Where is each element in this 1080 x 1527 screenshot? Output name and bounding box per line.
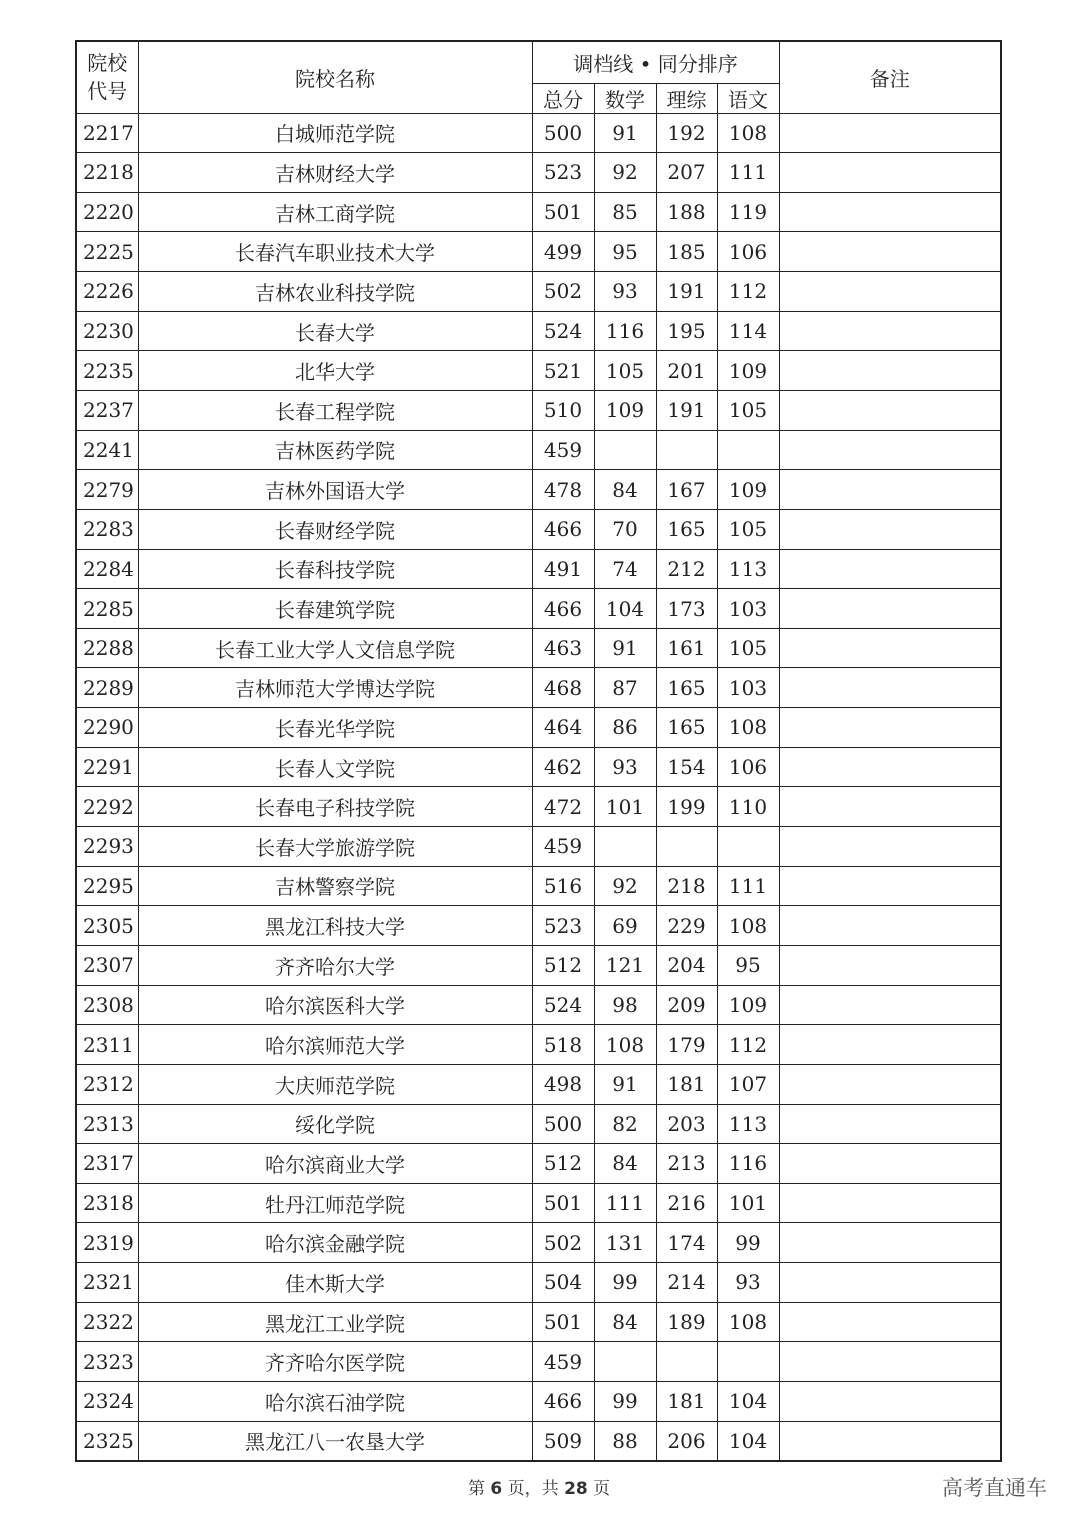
cell-code: 2226	[76, 272, 138, 312]
cell-code: 2237	[76, 390, 138, 430]
cell-science: 165	[656, 708, 717, 748]
cell-name: 哈尔滨金融学院	[138, 1223, 532, 1263]
cell-remarks	[779, 1064, 1001, 1104]
cell-chinese: 95	[717, 945, 779, 985]
table-row	[76, 1382, 1001, 1422]
cell-name: 吉林财经大学	[138, 153, 532, 193]
cell-name: 吉林医药学院	[138, 430, 532, 470]
table-row	[76, 113, 1001, 153]
table-row	[76, 153, 1001, 193]
cell-remarks	[779, 113, 1001, 153]
cell-name: 黑龙江工业学院	[138, 1302, 532, 1342]
table-row	[76, 747, 1001, 787]
cell-name: 哈尔滨师范大学	[138, 1025, 532, 1065]
cell-name: 牡丹江师范学院	[138, 1183, 532, 1223]
cell-code: 2291	[76, 747, 138, 787]
cell-remarks	[779, 1342, 1001, 1382]
cell-chinese: 108	[717, 1302, 779, 1342]
cell-name: 哈尔滨石油学院	[138, 1382, 532, 1422]
cell-chinese	[717, 430, 779, 470]
cell-name: 白城师范学院	[138, 113, 532, 153]
cell-code: 2313	[76, 1104, 138, 1144]
cell-code: 2321	[76, 1263, 138, 1303]
cell-remarks	[779, 906, 1001, 946]
cell-science	[656, 1342, 717, 1382]
cell-code: 2305	[76, 906, 138, 946]
cell-science: 174	[656, 1223, 717, 1263]
cell-remarks	[779, 1104, 1001, 1144]
cell-chinese: 107	[717, 1064, 779, 1104]
cell-remarks	[779, 668, 1001, 708]
cell-code: 2324	[76, 1382, 138, 1422]
cell-code: 2293	[76, 827, 138, 867]
cell-total: 504	[532, 1263, 594, 1303]
cell-math: 88	[594, 1421, 656, 1461]
cell-chinese: 109	[717, 985, 779, 1025]
cell-total: 524	[532, 985, 594, 1025]
table-row	[76, 1421, 1001, 1461]
cell-math: 91	[594, 1064, 656, 1104]
cell-science: 213	[656, 1144, 717, 1184]
cell-remarks	[779, 985, 1001, 1025]
header-chinese: 语文	[717, 83, 779, 113]
cell-total: 459	[532, 827, 594, 867]
cell-math: 116	[594, 311, 656, 351]
cell-remarks	[779, 1144, 1001, 1184]
cell-science: 195	[656, 311, 717, 351]
cell-math: 84	[594, 470, 656, 510]
cell-science: 179	[656, 1025, 717, 1065]
cell-science: 216	[656, 1183, 717, 1223]
cell-math: 104	[594, 589, 656, 629]
cell-remarks	[779, 628, 1001, 668]
cell-math: 84	[594, 1144, 656, 1184]
cell-total: 459	[532, 1342, 594, 1382]
header-math: 数学	[594, 83, 656, 113]
cell-math	[594, 1342, 656, 1382]
table-row	[76, 628, 1001, 668]
cell-code: 2284	[76, 549, 138, 589]
cell-chinese: 119	[717, 192, 779, 232]
cell-code: 2288	[76, 628, 138, 668]
cell-name: 黑龙江科技大学	[138, 906, 532, 946]
table-row	[76, 668, 1001, 708]
cell-math: 131	[594, 1223, 656, 1263]
cell-name: 长春工业大学人文信息学院	[138, 628, 532, 668]
cell-total: 516	[532, 866, 594, 906]
cell-math: 93	[594, 747, 656, 787]
cell-chinese: 108	[717, 708, 779, 748]
cell-math: 99	[594, 1382, 656, 1422]
cell-name: 吉林警察学院	[138, 866, 532, 906]
cell-remarks	[779, 1263, 1001, 1303]
header-total: 总分	[532, 83, 594, 113]
cell-math: 74	[594, 549, 656, 589]
table-row	[76, 985, 1001, 1025]
cell-remarks	[779, 787, 1001, 827]
cell-code: 2311	[76, 1025, 138, 1065]
cell-name: 吉林外国语大学	[138, 470, 532, 510]
table-body	[76, 113, 1001, 1461]
cell-science: 181	[656, 1382, 717, 1422]
cell-science: 201	[656, 351, 717, 391]
table-row	[76, 866, 1001, 906]
cell-total: 498	[532, 1064, 594, 1104]
cell-name: 长春大学	[138, 311, 532, 351]
cell-code: 2225	[76, 232, 138, 272]
cell-total: 500	[532, 1104, 594, 1144]
cell-total: 524	[532, 311, 594, 351]
cell-chinese: 113	[717, 1104, 779, 1144]
cell-chinese: 111	[717, 866, 779, 906]
cell-science: 185	[656, 232, 717, 272]
cell-science: 212	[656, 549, 717, 589]
cell-chinese: 116	[717, 1144, 779, 1184]
cell-science: 154	[656, 747, 717, 787]
cell-code: 2323	[76, 1342, 138, 1382]
cell-remarks	[779, 311, 1001, 351]
cell-chinese: 105	[717, 390, 779, 430]
cell-science	[656, 430, 717, 470]
cell-remarks	[779, 192, 1001, 232]
table-row	[76, 1144, 1001, 1184]
cell-total: 466	[532, 509, 594, 549]
cell-chinese: 108	[717, 113, 779, 153]
table-row	[76, 1104, 1001, 1144]
cell-chinese: 105	[717, 628, 779, 668]
cell-chinese	[717, 827, 779, 867]
footer-post: 页	[593, 1479, 611, 1499]
cell-name: 齐齐哈尔大学	[138, 945, 532, 985]
cell-total: 512	[532, 945, 594, 985]
cell-remarks	[779, 866, 1001, 906]
cell-chinese: 108	[717, 906, 779, 946]
cell-chinese: 103	[717, 589, 779, 629]
cell-code: 2218	[76, 153, 138, 193]
cell-total: 521	[532, 351, 594, 391]
cell-code: 2319	[76, 1223, 138, 1263]
cell-science: 165	[656, 668, 717, 708]
cell-math: 70	[594, 509, 656, 549]
table-row	[76, 192, 1001, 232]
cell-total: 462	[532, 747, 594, 787]
cell-total: 510	[532, 390, 594, 430]
cell-total: 509	[532, 1421, 594, 1461]
table-row	[76, 827, 1001, 867]
cell-total: 523	[532, 153, 594, 193]
cell-total: 501	[532, 1302, 594, 1342]
cell-total: 468	[532, 668, 594, 708]
cell-name: 哈尔滨医科大学	[138, 985, 532, 1025]
cell-math: 85	[594, 192, 656, 232]
cell-total: 500	[532, 113, 594, 153]
cell-total: 491	[532, 549, 594, 589]
cell-math: 98	[594, 985, 656, 1025]
cell-name: 哈尔滨商业大学	[138, 1144, 532, 1184]
cell-chinese	[717, 1342, 779, 1382]
cell-remarks	[779, 509, 1001, 549]
cell-code: 2295	[76, 866, 138, 906]
table-row	[76, 430, 1001, 470]
cell-total: 464	[532, 708, 594, 748]
cell-chinese: 111	[717, 153, 779, 193]
table-row	[76, 906, 1001, 946]
cell-science	[656, 827, 717, 867]
cell-code: 2241	[76, 430, 138, 470]
cell-total: 502	[532, 1223, 594, 1263]
cell-code: 2235	[76, 351, 138, 391]
cell-chinese: 99	[717, 1223, 779, 1263]
cell-name: 长春科技学院	[138, 549, 532, 589]
cell-total: 501	[532, 1183, 594, 1223]
cell-total: 501	[532, 192, 594, 232]
cell-science: 161	[656, 628, 717, 668]
cell-remarks	[779, 1025, 1001, 1065]
cell-name: 黑龙江八一农垦大学	[138, 1421, 532, 1461]
cell-science: 192	[656, 113, 717, 153]
cell-math	[594, 827, 656, 867]
table-row	[76, 1025, 1001, 1065]
cell-math: 121	[594, 945, 656, 985]
cell-name: 长春工程学院	[138, 390, 532, 430]
cell-name: 大庆师范学院	[138, 1064, 532, 1104]
cell-name: 北华大学	[138, 351, 532, 391]
cell-chinese: 104	[717, 1421, 779, 1461]
cell-remarks	[779, 232, 1001, 272]
cell-name: 齐齐哈尔医学院	[138, 1342, 532, 1382]
cell-total: 478	[532, 470, 594, 510]
header-remarks: 备注	[779, 41, 1001, 113]
table-row	[76, 1263, 1001, 1303]
cell-remarks	[779, 272, 1001, 312]
cell-math	[594, 430, 656, 470]
cell-chinese: 114	[717, 311, 779, 351]
table-row	[76, 1183, 1001, 1223]
cell-math: 87	[594, 668, 656, 708]
cell-science: 191	[656, 390, 717, 430]
cell-science: 167	[656, 470, 717, 510]
cell-chinese: 101	[717, 1183, 779, 1223]
cell-code: 2322	[76, 1302, 138, 1342]
table-row	[76, 470, 1001, 510]
cell-code: 2317	[76, 1144, 138, 1184]
cell-chinese: 113	[717, 549, 779, 589]
cell-code: 2307	[76, 945, 138, 985]
cell-remarks	[779, 1183, 1001, 1223]
cell-name: 长春光华学院	[138, 708, 532, 748]
cell-science: 218	[656, 866, 717, 906]
cell-remarks	[779, 470, 1001, 510]
table-row	[76, 1064, 1001, 1104]
cell-name: 长春大学旅游学院	[138, 827, 532, 867]
cell-math: 86	[594, 708, 656, 748]
table-row	[76, 1342, 1001, 1382]
cell-name: 长春建筑学院	[138, 589, 532, 629]
footer-mid: 页，共	[507, 1479, 559, 1499]
table-row	[76, 272, 1001, 312]
table-row	[76, 232, 1001, 272]
cell-math: 82	[594, 1104, 656, 1144]
brand-label: 高考直通车	[942, 1476, 1047, 1500]
cell-chinese: 109	[717, 351, 779, 391]
cell-name: 吉林工商学院	[138, 192, 532, 232]
cell-code: 2283	[76, 509, 138, 549]
cell-code: 2289	[76, 668, 138, 708]
cell-math: 109	[594, 390, 656, 430]
header-name: 院校名称	[138, 41, 532, 113]
cell-chinese: 106	[717, 232, 779, 272]
cell-chinese: 103	[717, 668, 779, 708]
cell-remarks	[779, 390, 1001, 430]
header-group: 调档线 • 同分排序	[532, 41, 779, 83]
cell-science: 199	[656, 787, 717, 827]
cell-math: 91	[594, 628, 656, 668]
cell-chinese: 112	[717, 272, 779, 312]
cell-remarks	[779, 351, 1001, 391]
table-row	[76, 351, 1001, 391]
cell-chinese: 112	[717, 1025, 779, 1065]
cell-code: 2217	[76, 113, 138, 153]
cell-code: 2292	[76, 787, 138, 827]
cell-chinese: 93	[717, 1263, 779, 1303]
cell-remarks	[779, 430, 1001, 470]
page-footer	[468, 1474, 610, 1499]
table-row	[76, 1223, 1001, 1263]
cell-math: 84	[594, 1302, 656, 1342]
cell-remarks	[779, 827, 1001, 867]
cell-total: 502	[532, 272, 594, 312]
footer-total: 28	[564, 1479, 588, 1499]
cell-chinese: 110	[717, 787, 779, 827]
cell-name: 长春电子科技学院	[138, 787, 532, 827]
cell-math: 91	[594, 113, 656, 153]
cell-code: 2285	[76, 589, 138, 629]
cell-total: 512	[532, 1144, 594, 1184]
table-row	[76, 708, 1001, 748]
cell-science: 188	[656, 192, 717, 232]
cell-math: 105	[594, 351, 656, 391]
cell-chinese: 105	[717, 509, 779, 549]
cell-total: 523	[532, 906, 594, 946]
cell-total: 466	[532, 589, 594, 629]
cell-remarks	[779, 549, 1001, 589]
cell-code: 2290	[76, 708, 138, 748]
cell-total: 518	[532, 1025, 594, 1065]
cell-science: 207	[656, 153, 717, 193]
cell-remarks	[779, 1223, 1001, 1263]
cell-remarks	[779, 945, 1001, 985]
cell-name: 佳木斯大学	[138, 1263, 532, 1303]
cell-math: 101	[594, 787, 656, 827]
cell-remarks	[779, 708, 1001, 748]
cell-science: 214	[656, 1263, 717, 1303]
footer-pre: 第	[468, 1479, 485, 1499]
cell-name: 吉林农业科技学院	[138, 272, 532, 312]
cell-total: 472	[532, 787, 594, 827]
cell-code: 2220	[76, 192, 138, 232]
cell-math: 95	[594, 232, 656, 272]
header-code: 院校 代号	[76, 41, 138, 113]
cell-science: 204	[656, 945, 717, 985]
table-row	[76, 509, 1001, 549]
cell-code: 2308	[76, 985, 138, 1025]
cell-science: 203	[656, 1104, 717, 1144]
header-science: 理综	[656, 83, 717, 113]
cell-math: 92	[594, 866, 656, 906]
table-row	[76, 589, 1001, 629]
cell-remarks	[779, 1421, 1001, 1461]
cell-remarks	[779, 747, 1001, 787]
cell-chinese: 109	[717, 470, 779, 510]
cell-total: 459	[532, 430, 594, 470]
cell-code: 2312	[76, 1064, 138, 1104]
cell-math: 93	[594, 272, 656, 312]
admission-score-table	[75, 40, 1002, 1462]
cell-name: 长春财经学院	[138, 509, 532, 549]
cell-remarks	[779, 1382, 1001, 1422]
table-row	[76, 311, 1001, 351]
cell-total: 499	[532, 232, 594, 272]
cell-name: 长春人文学院	[138, 747, 532, 787]
cell-math: 69	[594, 906, 656, 946]
cell-code: 2279	[76, 470, 138, 510]
cell-code: 2325	[76, 1421, 138, 1461]
cell-science: 189	[656, 1302, 717, 1342]
cell-math: 92	[594, 153, 656, 193]
table-row	[76, 945, 1001, 985]
cell-science: 165	[656, 509, 717, 549]
cell-remarks	[779, 153, 1001, 193]
table-row	[76, 787, 1001, 827]
cell-name: 吉林师范大学博达学院	[138, 668, 532, 708]
cell-chinese: 106	[717, 747, 779, 787]
cell-math: 99	[594, 1263, 656, 1303]
table-row	[76, 1302, 1001, 1342]
table-row	[76, 390, 1001, 430]
table-row	[76, 549, 1001, 589]
cell-science: 173	[656, 589, 717, 629]
cell-math: 108	[594, 1025, 656, 1065]
cell-name: 绥化学院	[138, 1104, 532, 1144]
cell-math: 111	[594, 1183, 656, 1223]
cell-code: 2230	[76, 311, 138, 351]
cell-remarks	[779, 589, 1001, 629]
cell-science: 209	[656, 985, 717, 1025]
cell-code: 2318	[76, 1183, 138, 1223]
cell-total: 466	[532, 1382, 594, 1422]
cell-science: 206	[656, 1421, 717, 1461]
footer-page: 6	[490, 1479, 503, 1499]
cell-total: 463	[532, 628, 594, 668]
cell-name: 长春汽车职业技术大学	[138, 232, 532, 272]
cell-chinese: 104	[717, 1382, 779, 1422]
cell-science: 181	[656, 1064, 717, 1104]
cell-science: 229	[656, 906, 717, 946]
cell-remarks	[779, 1302, 1001, 1342]
cell-science: 191	[656, 272, 717, 312]
